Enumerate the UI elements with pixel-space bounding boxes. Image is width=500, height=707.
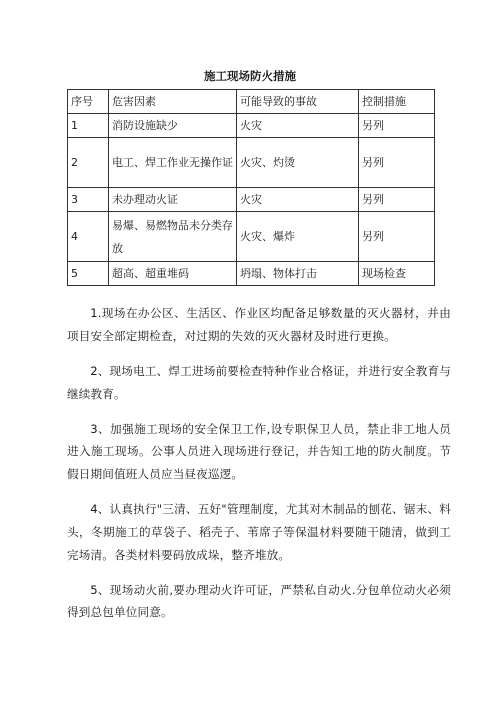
row-hazard: 电工、焊工作业无操作证 [109,138,237,188]
header-cell-index: 序号 [68,90,109,114]
row-index: 5 [68,262,109,286]
row-hazard: 消防设施缺少 [109,114,237,138]
header-cell-hazard: 危害因素 [109,90,237,114]
row-index: 1 [68,114,109,138]
row-accident: 火灾、灼烫 [237,138,359,188]
row-index: 2 [68,138,109,188]
row-control: 另列 [359,114,435,138]
table-row [68,114,435,138]
table-header-row [68,90,435,114]
measure-paragraph-3: 3、加强施工现场的安全保卫工作,设专职保卫人员，禁止非工地人员进入施工现场。公事人员进入现场进行登记，并告知工地的防火制度。节假日期间值班人员应当昼夜巡逻。 [67,421,451,481]
table-row [68,212,435,262]
row-hazard: 未办理动火证 [109,188,237,212]
row-accident: 坍塌、物体打击 [237,262,359,286]
row-hazard: 易爆、易燃物品未分类存放 [109,212,237,262]
row-control: 现场检查 [359,262,435,286]
row-control: 另列 [359,212,435,262]
row-control: 另列 [359,188,435,212]
measure-paragraph-5: 5、现场动火前,要办理动火许可证，严禁私自动火.分包单位动火必须得到总包单位同意。 [67,582,451,620]
header-cell-control: 控制措施 [359,90,435,114]
measure-paragraph-4: 4、认真执行"三清、五好"管理制度，尤其对木制品的刨花、锯末、料头，冬期施工的草袋子、稻壳子、苇席子等保温材料要随干随清，做到工完场清。各类材料要码放成垛，整齐堆放。 [67,502,451,562]
measure-paragraph-1: 1.现场在办公区、生活区、作业区均配备足够数量的灭火器材，并由项目安全部定期检查，对过期的失效的灭火器材及时进行更换。 [67,306,451,343]
row-index: 3 [68,188,109,212]
measure-paragraph-2: 2、现场电工、焊工进场前要检查特种作业合格证，并进行安全教育与继续教育。 [67,363,451,401]
table-row [68,188,435,212]
row-control: 另列 [359,138,435,188]
row-index: 4 [68,212,109,262]
table-row [68,262,435,286]
fire-hazard-table [67,89,435,286]
row-accident: 火灾、爆炸 [237,212,359,262]
table-row [68,138,435,188]
row-accident: 火灾 [237,188,359,212]
document-title: 施工现场防火措施 [204,69,296,83]
header-cell-accident: 可能导致的事故 [237,90,359,114]
measures-body [67,302,451,636]
row-accident: 火灾 [237,114,359,138]
row-hazard: 超高、超重堆码 [109,262,237,286]
